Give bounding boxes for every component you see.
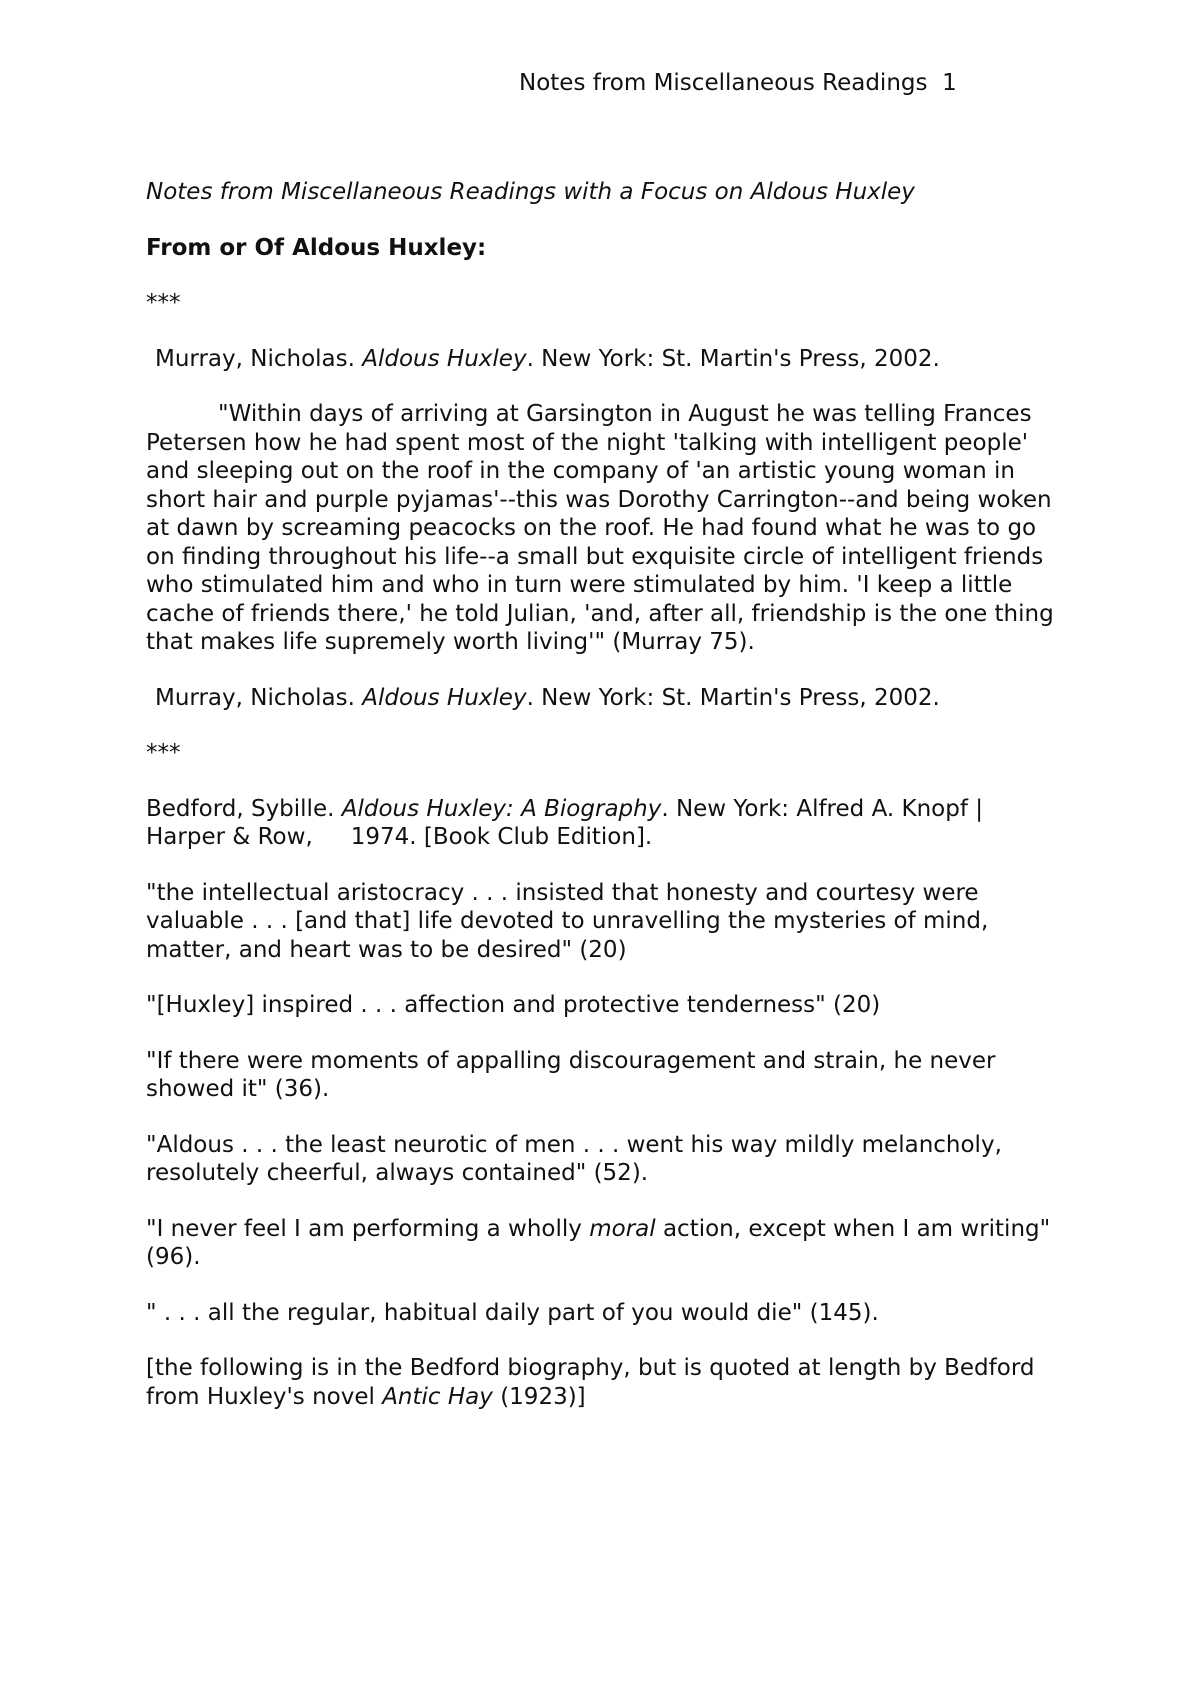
quote-emphasis: moral — [589, 1215, 656, 1242]
bedford-quote-4: "Aldous . . . the least neurotic of men . . . went his way mildly melancholy, resolutely cheerful, always contained" (52). — [146, 1131, 1002, 1186]
bedford-quote-3: "If there were moments of appalling discouragement and strain, he never showed it" (36). — [146, 1047, 996, 1102]
running-header-title: Notes from Miscellaneous Readings — [519, 70, 928, 96]
bedford-citation — [146, 795, 1066, 852]
separator: *** — [146, 290, 181, 316]
note-text-before: [the following is in the Bedford biography, but is quoted at length by Bedford from Huxley's novel — [146, 1355, 1035, 1410]
citation-publication-line2: 1974. [Book Club Edition]. — [350, 824, 653, 850]
murray-citation — [146, 345, 1066, 374]
citation-publication: . New York: St. Martin's Press, 2002. — [526, 684, 940, 711]
bedford-quote-2: "[Huxley] inspired . . . affection and protective tenderness" (20) — [146, 992, 881, 1018]
note-work: Antic Hay — [382, 1383, 493, 1410]
separator: *** — [146, 740, 181, 766]
citation-work: Aldous Huxley: A Biography — [341, 795, 662, 822]
page-number: 1 — [942, 70, 957, 96]
murray-quote: "Within days of arriving at Garsington in August he was telling Frances Petersen how he had spent most of the night 'talking with intelligent people' and sleeping out on the roof in the company of 'an artistic young woman in short hair and purple pyjamas'--this was Dorothy Carrington--and being woken at dawn by screaming peacocks on the roof. He had found what he was to go on finding throughout his life--a small but exquisite circle of intelligent friends who stimulated him and who in turn were stimulated by him. 'I keep a little cache of friends there,' he told Julian, 'and, after all, friendship is the one thing that makes life supremely worth living'" (Murray 75). — [146, 401, 1054, 655]
note-text-after: (1923)] — [492, 1383, 586, 1410]
document-title: Notes from Miscellaneous Readings with a Focus on Aldous Huxley — [146, 179, 915, 205]
quote-text-after: action, except when I am writing" (96). — [146, 1215, 1051, 1270]
citation-author: Murray, Nicholas. — [155, 684, 363, 711]
bedford-quote-5 — [146, 1215, 1066, 1272]
murray-citation-repeat — [146, 684, 1066, 713]
running-header — [519, 70, 957, 96]
citation-author: Bedford, Sybille. — [146, 795, 342, 822]
citation-publication: . New York: St. Martin's Press, 2002. — [526, 345, 940, 372]
bedford-quote-1: "the intellectual aristocracy . . . insisted that honesty and courtesy were valuable . . . [and that] life devoted to unravelling the mysteries of mind, matter, and heart was to be desired" (20) — [146, 879, 989, 963]
section-heading: From or Of Aldous Huxley: — [146, 234, 487, 261]
citation-work: Aldous Huxley — [362, 684, 527, 711]
quote-text-before: "I never feel I am performing a wholly — [146, 1215, 590, 1242]
bedford-quote-6: " . . . all the regular, habitual daily part of you would die" (145). — [146, 1299, 879, 1326]
closing-note — [146, 1354, 1066, 1411]
citation-publication-line1: . New York: Alfred A. Knopf | Harper & Row, — [146, 795, 984, 850]
citation-author: Murray, Nicholas. — [155, 345, 363, 372]
citation-work: Aldous Huxley — [362, 345, 527, 372]
document-body — [146, 178, 1066, 1438]
